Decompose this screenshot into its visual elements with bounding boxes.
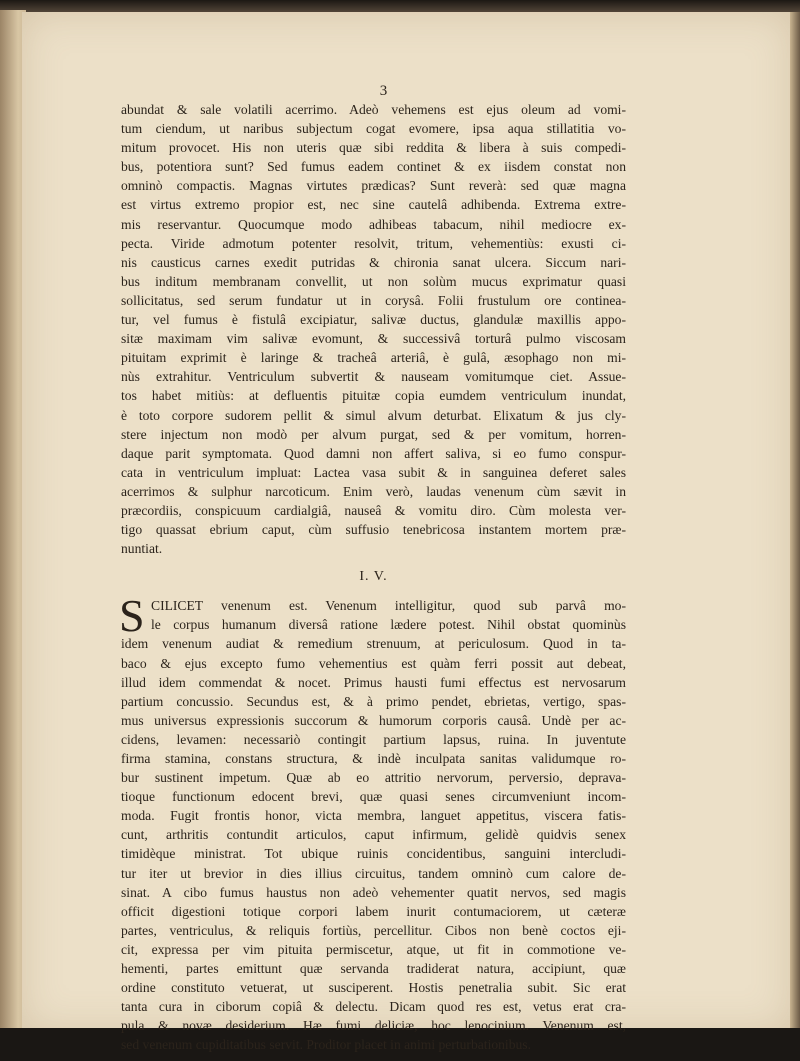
text-line: tur iter ut brevior in dies illius circuitus, tandem omninò cum calore de- bbox=[121, 865, 626, 881]
text-line: mus universus expressionis succorum & humorum corporis causâ. Undè per ac- bbox=[121, 712, 626, 728]
text-line: illud idem commendat & nocet. Primus hausti fumi effectus est nervosarum bbox=[121, 674, 626, 690]
text-line: tum ciendum, ut naribus subjectum cogat evomere, ipsa aqua stillatitia vo- bbox=[121, 121, 626, 137]
text-line: cit, expressa per vim pituita permiscetur, atque, ut fit in commotione ve- bbox=[121, 941, 626, 957]
text-line: tur, vel fumus è fistulâ excipiatur, salivæ ductus, glandulæ maxillis appo- bbox=[121, 312, 626, 328]
text-line: hementi, partes emittunt quæ servanda tradiderat natura, accipiunt, quæ bbox=[121, 961, 626, 977]
text-line: nùs extrahitur. Ventriculum subvertit & nauseam vomitumque ciet. Assue- bbox=[121, 369, 626, 385]
drop-cap: S bbox=[119, 590, 145, 642]
text-line: omninò compactis. Magnas virtutes prædicas? Sunt reverà: sed quæ magna bbox=[121, 178, 626, 194]
text-line: timidèque ministrat. Tot ubique ruinis concidentibus, sanguini intercludi- bbox=[121, 846, 626, 862]
paragraph-1 bbox=[121, 100, 626, 558]
text-line: mitum provocet. His non uteris quæ sibi reddita & libera à suis compedi- bbox=[121, 140, 626, 156]
text-line: abundat & sale volatili acerrimo. Adeò vehemens est ejus oleum ad vomi- bbox=[121, 102, 626, 117]
text-line: est virtus extremo propior est, nec sine cautelâ adhibenda. Extrema extre- bbox=[121, 197, 626, 213]
text-line: sitæ maximam vim salivæ evomunt, & successivâ torturâ pulmo viscosam bbox=[121, 331, 626, 347]
section-heading: I. V. bbox=[359, 569, 388, 585]
page-number: 3 bbox=[379, 83, 388, 99]
text-line: stere injectum non modò per alvum purgat, sed & per vomitum, horren- bbox=[121, 426, 626, 442]
text-line: firma stamina, constans structura, & indè inculpata sanitas validumque ro- bbox=[121, 751, 626, 766]
text-line: pula & novæ desiderium. Hæ fumi deliciæ, hoc lenocinium. Venenum est, bbox=[121, 1018, 626, 1034]
text-line: le corpus humanum diversâ ratione lædere potest. Nihil obstat quominùs bbox=[151, 617, 626, 633]
text-line: bus, potentiora sunt? Sed fumus eadem continet & ex iisdem constat non bbox=[121, 159, 626, 175]
text-line: pituitam exprimit è laringe & tracheâ arteriâ, è gulâ, æsophago non mi- bbox=[121, 350, 626, 366]
paragraph-2 bbox=[119, 590, 626, 1054]
page-right-edge bbox=[790, 12, 800, 1032]
text-line: tioque functionum edocent brevi, quæ quasi senes circumveniunt incom- bbox=[121, 789, 626, 805]
text-line: officit digestioni totique corpori labem inurit contumaciorem, ut cæteræ bbox=[121, 903, 626, 919]
text-line: præcordiis, conspicuum cardialgiâ, nauseâ & vomitu diro. Cùm molesta ver- bbox=[121, 502, 626, 518]
text-line: ordine constituto vetuerat, ut susciperent. Hostis penetralia subit. Sic erat bbox=[121, 980, 626, 996]
text-line: sollicitatus, sed serum fundatur ut in corysâ. Folii frustulum ore continea- bbox=[121, 292, 626, 308]
text-line: cunt, arthritis contundit articulos, caput infirmum, gelidè quidvis senex bbox=[121, 827, 626, 843]
text-line: tos habet mitiùs: at defluentis pituitæ copia eumdem ventriculum inundat, bbox=[121, 388, 626, 404]
text-line: nis causticus carnes exedit putridas & chironia sanat ulcera. Siccum nari- bbox=[121, 254, 626, 270]
text-line: CILICET venenum est. Venenum intelligitur, quod sub parvâ mo- bbox=[151, 598, 626, 614]
text-line: sinat. A cibo fumus haustus non adeò vehementer quatit nervos, sed magis bbox=[121, 884, 626, 900]
text-line: partes, ventriculus, & reliquis fortiùs, percellitur. Cibos non benè coctos eji- bbox=[121, 922, 626, 938]
text-line: daque parit symptomata. Quod damni non affert saliva, si eo fumo conspur- bbox=[121, 445, 626, 461]
text-line: è toto corpore sudorem pellit & simul alvum deturbat. Elixatum & jus cly- bbox=[121, 407, 626, 423]
text-line: bus inditum membranam convellit, ut non solùm mucus exprimatur quasi bbox=[121, 273, 626, 289]
paragraph-2-lines bbox=[119, 590, 626, 1054]
text-line: acerrimos & sulphur narcoticum. Enim verò, laudas venenum cùm sævit in bbox=[121, 483, 626, 499]
text-line: tigo quassat ebrium caput, cùm suffusio tenebricosa instantem mortem præ- bbox=[121, 522, 626, 538]
text-line: partium concussio. Secundus est, & à primo pendet, ebrietas, vertigo, spas- bbox=[121, 693, 626, 709]
text-line: nuntiat. bbox=[121, 541, 163, 557]
text-line: pecta. Viride admotum potenter resolvit, tritum, vehementiùs: exusti ci- bbox=[121, 235, 626, 251]
text-line: tanta cura in ciborum copiâ & delectu. Dicam quod res est, vetus erat cra- bbox=[121, 999, 626, 1015]
text-line: moda. Fugit frontis honor, victa membra, languet appetitus, viscera fatis- bbox=[121, 808, 626, 824]
text-line: mis reservantur. Quocumque modo adhibeas tabacum, nihil mediocre ex- bbox=[121, 216, 626, 232]
page-text bbox=[121, 82, 626, 1055]
text-line: cidens, levamen: necessariò contingit partium lapsus, ruina. In juventute bbox=[121, 731, 626, 747]
text-line: sed venenum cupiditatibus servit. Proditor placet in animi perturbationibus. bbox=[121, 1037, 531, 1053]
text-line: bur sustinent impetum. Quæ ab eo attritio nervorum, perversio, deprava- bbox=[121, 770, 626, 786]
text-line: baco & ejus excepto fumo vehementius est quàm ferri possit aut debeat, bbox=[121, 655, 626, 671]
text-line: cata in ventriculum impluat: Lactea vasa subit & in sanguinea deferet sales bbox=[121, 464, 626, 480]
text-line: idem venenum audiat & remedium strenuum, at periculosum. Quod in ta- bbox=[121, 636, 626, 652]
